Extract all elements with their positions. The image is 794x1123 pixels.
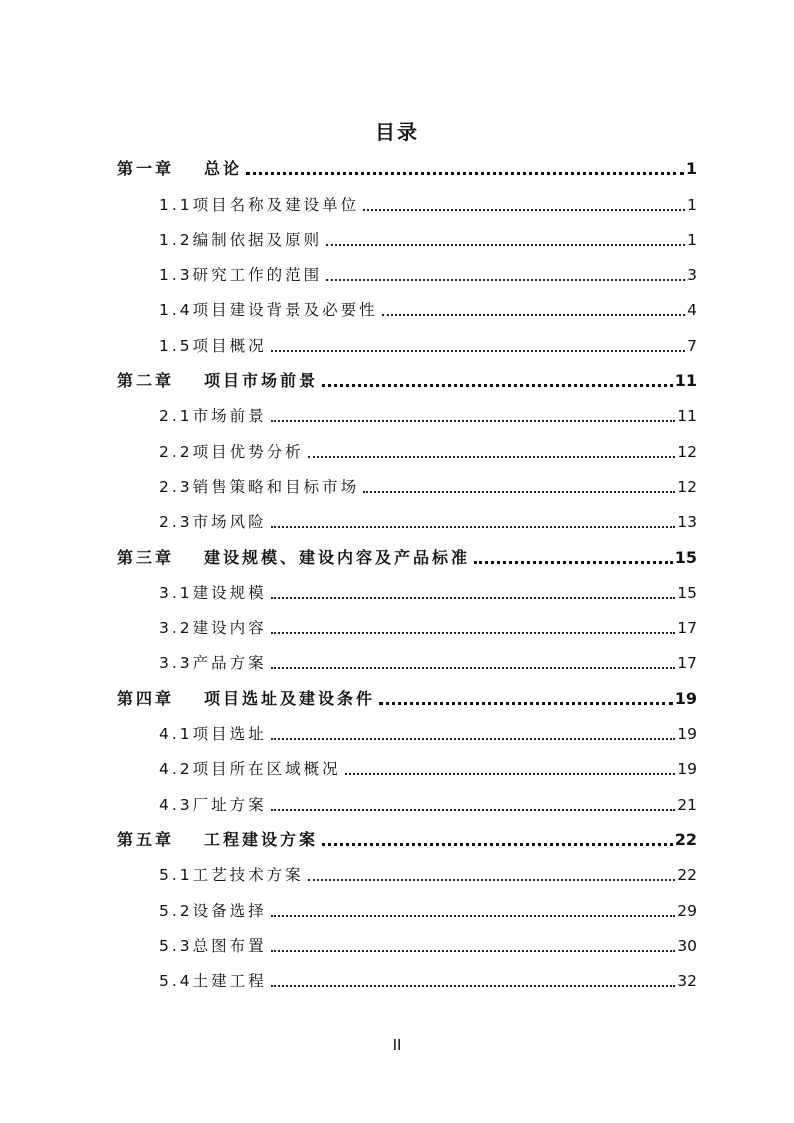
chapter-number: 第五章 xyxy=(117,829,175,849)
toc-page-number: 19 xyxy=(677,760,697,779)
toc-entry-label xyxy=(159,441,304,468)
toc-page-number: 29 xyxy=(677,901,697,920)
dot-leader xyxy=(308,456,676,458)
toc-section-entry[interactable] xyxy=(117,962,697,997)
dot-leader xyxy=(326,279,685,281)
toc-chapter-entry[interactable] xyxy=(117,679,697,714)
chapter-number: 第四章 xyxy=(117,688,175,708)
page-number: II xyxy=(392,1036,402,1054)
toc-page-number: 4 xyxy=(687,301,697,320)
chapter-number: 第一章 xyxy=(117,159,175,179)
toc-entry-label xyxy=(159,652,267,679)
toc-entry-label xyxy=(159,864,304,891)
toc-entry-label xyxy=(159,935,267,962)
toc-entry-text: 3.1建设规模 xyxy=(159,583,267,602)
toc-entry-label xyxy=(159,794,267,821)
toc-entry-label xyxy=(159,723,267,750)
toc-page-number: 12 xyxy=(677,442,697,461)
toc-entry-label xyxy=(159,405,267,432)
toc-entry-label xyxy=(159,582,267,609)
dot-leader xyxy=(363,491,675,493)
toc-page-number: 30 xyxy=(677,936,697,955)
toc-entry-label xyxy=(159,194,359,221)
dot-leader xyxy=(271,420,676,422)
toc-section-entry[interactable] xyxy=(117,185,697,220)
toc-section-entry[interactable] xyxy=(117,574,697,609)
toc-entry-label xyxy=(159,900,267,927)
toc-entry-text: 1.1项目名称及建设单位 xyxy=(159,195,360,214)
toc-entry-text: 1.3研究工作的范围 xyxy=(159,266,323,285)
toc-chapter-entry[interactable] xyxy=(117,150,697,185)
toc-section-entry[interactable] xyxy=(117,715,697,750)
toc-page-number: 19 xyxy=(677,725,697,744)
toc-section-entry[interactable] xyxy=(117,256,697,291)
toc-entry-text: 工程建设方案 xyxy=(204,829,319,849)
toc-chapter-entry[interactable] xyxy=(117,538,697,573)
toc-entry-label xyxy=(159,264,322,291)
toc-entry-text: 5.4土建工程 xyxy=(159,972,267,991)
toc-entry-text: 2.3销售策略和目标市场 xyxy=(159,477,360,496)
dot-leader xyxy=(322,384,673,387)
toc-section-entry[interactable] xyxy=(117,397,697,432)
toc-entry-label xyxy=(159,758,341,785)
toc-entry-text: 2.1市场前景 xyxy=(159,407,267,426)
toc-page-number: 1 xyxy=(687,230,697,249)
toc-page-number: 13 xyxy=(677,513,697,532)
chapter-number: 第三章 xyxy=(117,547,175,567)
toc-page-number: 15 xyxy=(677,583,697,602)
toc-section-entry[interactable] xyxy=(117,891,697,926)
dot-leader xyxy=(326,244,685,246)
toc-entry-label xyxy=(117,829,318,856)
toc-page-number: 22 xyxy=(677,866,697,885)
toc-entry-text: 1.5项目概况 xyxy=(159,336,267,355)
toc-entry-text: 建设规模、建设内容及产品标准 xyxy=(204,547,471,567)
dot-leader xyxy=(271,350,685,352)
toc-section-entry[interactable] xyxy=(117,503,697,538)
dot-leader xyxy=(271,809,676,811)
toc-chapter-entry[interactable] xyxy=(117,362,697,397)
toc-entry-label xyxy=(117,158,242,185)
toc-page-number: 22 xyxy=(674,829,697,849)
toc-section-entry[interactable] xyxy=(117,291,697,326)
dot-leader xyxy=(379,702,673,705)
toc-page-number: 11 xyxy=(674,371,697,391)
dot-leader xyxy=(271,915,676,917)
toc-entry-text: 5.3总图布置 xyxy=(159,936,267,955)
dot-leader xyxy=(271,950,676,952)
toc-entry-text: 4.1项目选址 xyxy=(159,725,267,744)
dot-leader xyxy=(382,314,685,316)
toc-section-entry[interactable] xyxy=(117,468,697,503)
toc-entry-label xyxy=(117,370,318,397)
toc-entry-label xyxy=(159,617,267,644)
dot-leader xyxy=(363,209,685,211)
dot-leader xyxy=(271,526,676,528)
toc-entry-label xyxy=(159,299,378,326)
dot-leader xyxy=(345,773,676,775)
table-of-contents xyxy=(117,150,697,997)
toc-section-entry[interactable] xyxy=(117,221,697,256)
toc-page-number: 15 xyxy=(674,547,697,567)
toc-page-number: 17 xyxy=(677,654,697,673)
toc-section-entry[interactable] xyxy=(117,326,697,361)
toc-entry-label xyxy=(159,335,267,362)
toc-section-entry[interactable] xyxy=(117,432,697,467)
toc-entry-label xyxy=(117,547,470,574)
toc-entry-text: 项目市场前景 xyxy=(204,371,319,391)
toc-section-entry[interactable] xyxy=(117,609,697,644)
toc-section-entry[interactable] xyxy=(117,644,697,679)
dot-leader xyxy=(271,632,676,634)
toc-entry-text: 总论 xyxy=(204,159,243,179)
toc-page-number: 1 xyxy=(685,159,697,179)
toc-entry-text: 4.2项目所在区域概况 xyxy=(159,760,341,779)
toc-entry-text: 1.4项目建设背景及必要性 xyxy=(159,301,378,320)
dot-leader xyxy=(271,985,676,987)
dot-leader xyxy=(271,738,676,740)
toc-chapter-entry[interactable] xyxy=(117,821,697,856)
toc-entry-label xyxy=(159,511,267,538)
toc-page-number: 19 xyxy=(674,688,697,708)
toc-entry-text: 3.2建设内容 xyxy=(159,619,267,638)
toc-entry-text: 5.2设备选择 xyxy=(159,901,267,920)
toc-entry-text: 2.3市场风险 xyxy=(159,513,267,532)
toc-entry-label xyxy=(159,229,322,256)
toc-entry-text: 项目选址及建设条件 xyxy=(204,688,376,708)
toc-page-number: 17 xyxy=(677,619,697,638)
toc-entry-label xyxy=(159,476,359,503)
dot-leader xyxy=(474,561,673,564)
dot-leader xyxy=(271,597,676,599)
toc-section-entry[interactable] xyxy=(117,927,697,962)
toc-page-number: 21 xyxy=(677,795,697,814)
toc-page-number: 12 xyxy=(677,477,697,496)
toc-section-entry[interactable] xyxy=(117,750,697,785)
toc-entry-text: 3.3产品方案 xyxy=(159,654,267,673)
toc-page-number: 32 xyxy=(677,972,697,991)
toc-entry-text: 5.1工艺技术方案 xyxy=(159,866,304,885)
toc-entry-text: 1.2编制依据及原则 xyxy=(159,230,323,249)
toc-page-number: 11 xyxy=(677,407,697,426)
chapter-number: 第二章 xyxy=(117,371,175,391)
toc-entry-label xyxy=(117,688,375,715)
toc-section-entry[interactable] xyxy=(117,856,697,891)
toc-entry-text: 2.2项目优势分析 xyxy=(159,442,304,461)
toc-page-number: 1 xyxy=(687,195,697,214)
toc-entry-label xyxy=(159,970,267,997)
dot-leader xyxy=(308,879,676,881)
toc-page-number: 7 xyxy=(687,336,697,355)
toc-entry-text: 4.3厂址方案 xyxy=(159,795,267,814)
toc-section-entry[interactable] xyxy=(117,785,697,820)
toc-page-number: 3 xyxy=(687,266,697,285)
dot-leader xyxy=(271,667,676,669)
dot-leader xyxy=(322,843,673,846)
toc-title: 目录 xyxy=(375,120,419,144)
dot-leader xyxy=(246,172,684,175)
